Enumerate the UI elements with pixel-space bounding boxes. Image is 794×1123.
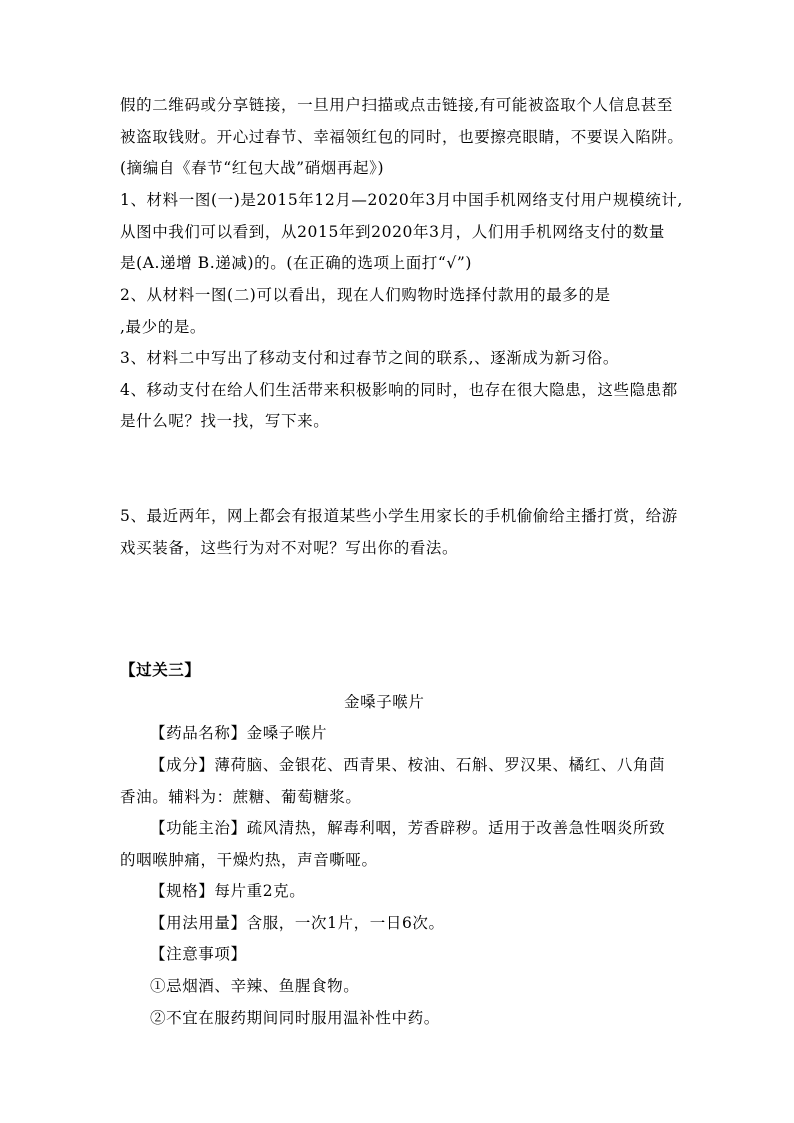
question-5-line: 戏买装备，这些行为对不对呢？写出你的看法。	[120, 539, 459, 557]
question-5-line: 5、最近两年，网上都会有报道某些小学生用家长的手机偷偷给主播打赏，给游	[120, 507, 678, 525]
medicine-title: 金嗓子喉片	[344, 693, 425, 711]
question-4-line: 是什么呢？找一找，写下来。	[120, 412, 330, 430]
passage-line: 被盗取钱财。开心过春节、幸福领红包的同时，也要擦亮眼睛，不要误入陷阱。	[120, 128, 684, 146]
medicine-caution: ②不宜在服药期间同时服用温补性中药。	[150, 1009, 440, 1027]
question-3-line: 3、材料二中写出了移动支付和过春节之间的联系,、逐渐成为新习俗。	[120, 349, 619, 367]
medicine-name: 【药品名称】金嗓子喉片	[150, 724, 328, 742]
question-1-line: 从图中我们可以看到，从2015年到2020年3月，人们用手机网络支付的数量	[120, 223, 665, 241]
medicine-function: 的咽喉肿痛，干燥灼热，声音嘶哑。	[120, 851, 378, 869]
question-1-line: 1、材料一图(一)是2015年12月—2020年3月中国手机网络支付用户规模统计,	[120, 191, 683, 209]
passage-line: 假的二维码或分享链接，一旦用户扫描或点击链接,有可能被盗取个人信息甚至	[120, 96, 673, 114]
section-heading: 【过关三】	[120, 660, 201, 679]
question-1-line: 是(A.递增 B.递减)的。(在正确的选项上面打“√”)	[120, 254, 473, 272]
medicine-cautions-heading: 【注意事项】	[150, 945, 247, 963]
medicine-ingredients: 香油。辅料为：蔗糖、葡萄糖浆。	[120, 788, 362, 806]
question-2-line: 2、从材料一图(二)可以看出，现在人们购物时选择付款用的最多的是	[120, 286, 611, 304]
question-4-line: 4、移动支付在给人们生活带来积极影响的同时，也存在很大隐患，这些隐患都	[120, 381, 678, 399]
question-2-line: ,最少的是。	[120, 318, 207, 336]
medicine-caution: ①忌烟酒、辛辣、鱼腥食物。	[150, 977, 360, 995]
passage-source: (摘编自《春节“红包大战”硝烟再起》)	[120, 159, 385, 177]
medicine-ingredients: 【成分】薄荷脑、金银花、西青果、桉油、石斛、罗汉果、橘红、八角茴	[150, 756, 666, 774]
medicine-function: 【功能主治】疏风清热，解毒利咽，芳香辟秽。适用于改善急性咽炎所致	[150, 819, 666, 837]
medicine-usage: 【用法用量】含服，一次1片，一日6次。	[150, 914, 445, 932]
medicine-spec: 【规格】每片重2克。	[150, 882, 306, 900]
